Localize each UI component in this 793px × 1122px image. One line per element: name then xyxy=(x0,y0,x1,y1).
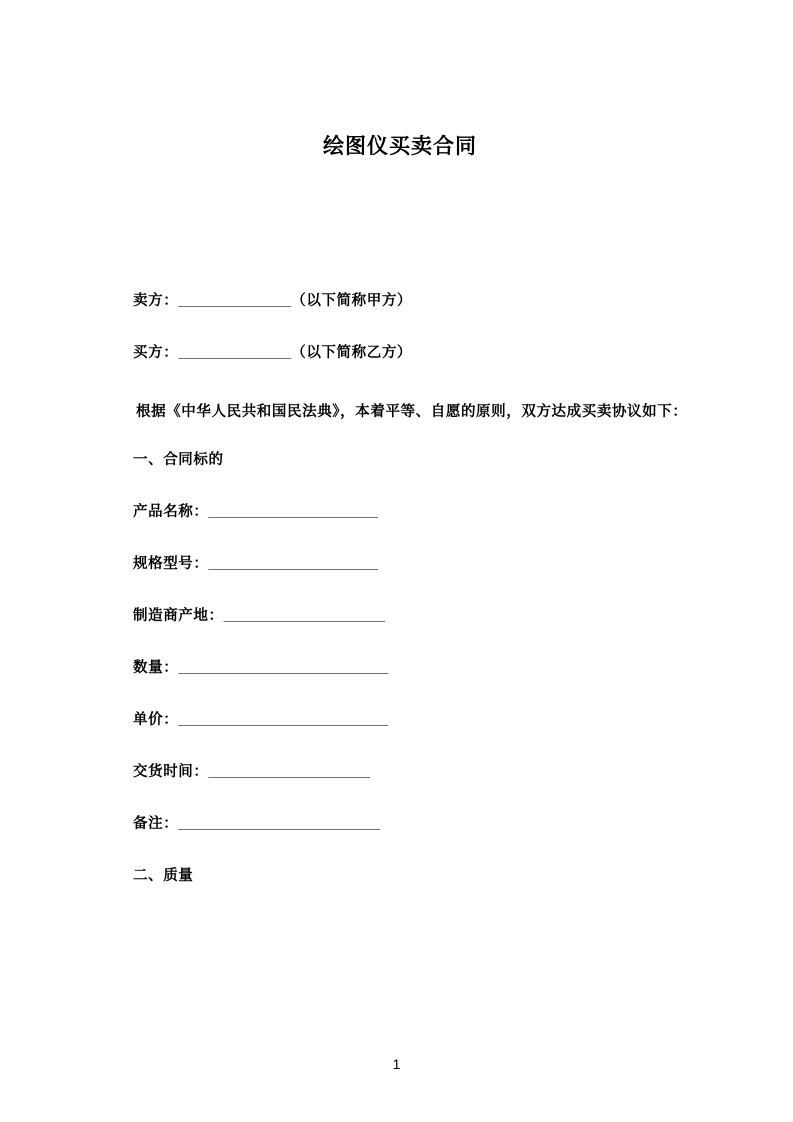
field-manufacturer-origin-label: 制造商产地： xyxy=(133,608,224,624)
buyer-blank: ______________ xyxy=(178,345,292,361)
document-title: 绘图仪买卖合同 xyxy=(323,135,477,158)
field-quantity-blank: __________________________ xyxy=(178,660,388,676)
field-manufacturer-origin-blank: ____________________ xyxy=(223,608,385,624)
field-delivery-time xyxy=(107,765,693,780)
field-quantity-label: 数量： xyxy=(133,660,179,676)
field-product-name xyxy=(107,505,693,520)
page-number: 1 xyxy=(392,1056,401,1072)
seller-line xyxy=(107,294,693,309)
field-delivery-time-label: 交货时间： xyxy=(133,764,209,780)
field-delivery-time-blank: ____________________ xyxy=(208,764,370,780)
section-1-heading: 一、合同标的 xyxy=(133,452,224,468)
field-unit-price-label: 单价： xyxy=(133,712,179,728)
field-product-name-label: 产品名称： xyxy=(133,504,209,520)
field-remarks-label: 备注： xyxy=(133,816,179,832)
field-spec-model-blank: _____________________ xyxy=(208,556,378,572)
field-unit-price-blank: __________________________ xyxy=(178,712,388,728)
seller-label: 卖方： xyxy=(133,293,179,309)
field-spec-model-label: 规格型号： xyxy=(133,556,209,572)
seller-note: （以下简称甲方） xyxy=(291,293,413,309)
field-product-name-blank: _____________________ xyxy=(208,504,378,520)
section-2-heading: 二、质量 xyxy=(133,868,194,884)
buyer-line xyxy=(107,346,693,361)
field-unit-price xyxy=(107,713,693,728)
intro-paragraph: 根据《中华人民共和国民法典》，本着平等、自愿的原则，双方达成买卖协议如下： xyxy=(136,404,688,420)
seller-blank: ______________ xyxy=(178,293,292,309)
buyer-label: 买方： xyxy=(133,345,179,361)
field-quantity xyxy=(107,661,693,676)
field-remarks xyxy=(107,817,693,832)
field-spec-model xyxy=(107,557,693,572)
field-manufacturer-origin xyxy=(107,609,693,624)
field-remarks-blank: _________________________ xyxy=(178,816,380,832)
buyer-note: （以下简称乙方） xyxy=(291,345,413,361)
